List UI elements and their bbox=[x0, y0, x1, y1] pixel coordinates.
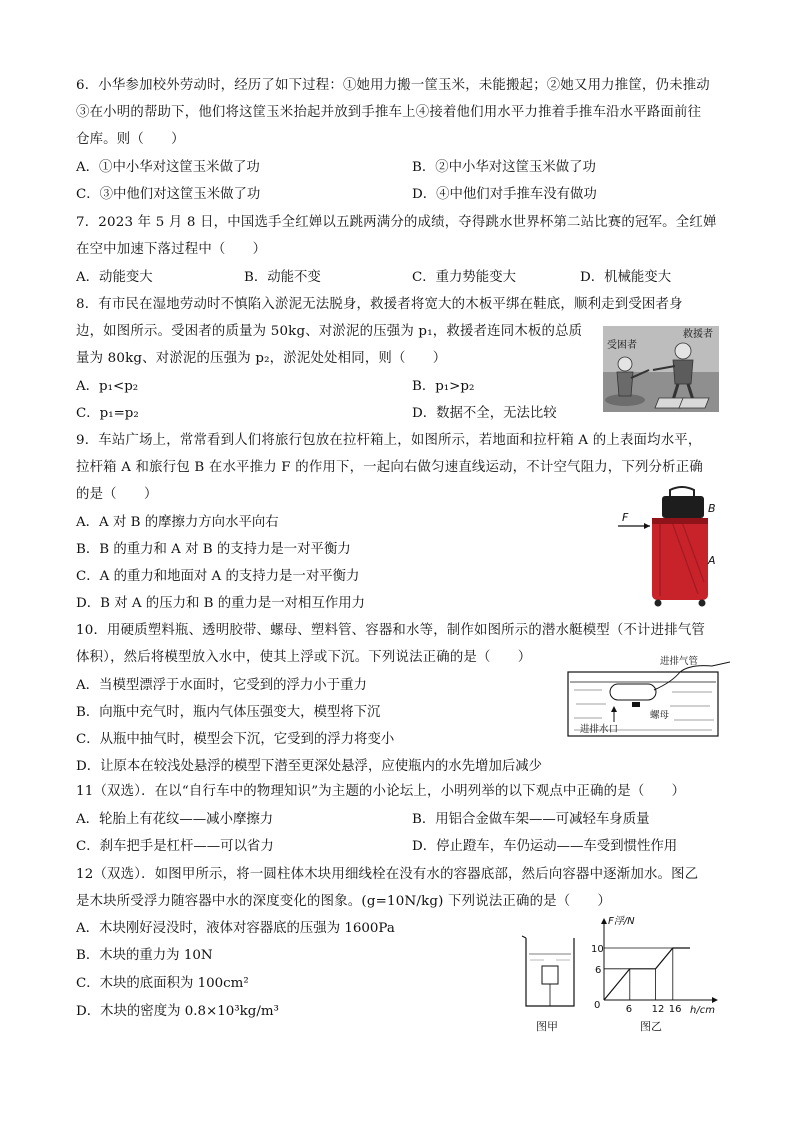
label-inlet: 进排水口 bbox=[580, 724, 619, 735]
q9-line-1: 9．车站广场上，常常看到人们将旅行包放在拉杆箱上，如图所示，若地面和拉杆箱 A 的上表面均水平， bbox=[76, 433, 702, 448]
graph-x-tick: 16 bbox=[668, 1004, 682, 1015]
buoyancy-line bbox=[604, 948, 690, 1000]
graph-y-tick: 6 bbox=[595, 964, 602, 976]
q11-option-d: D．停止蹬车，车仍运动——车受到惯性作用 bbox=[412, 839, 678, 854]
label-trapped: 受困者 bbox=[607, 340, 637, 351]
q7-option-c: C．重力势能变大 bbox=[412, 270, 516, 285]
q11-line-1: 11（双选）．在以“自行车中的物理知识”为主题的小论坛上，小明列举的以下观点中正确的是（ ） bbox=[76, 784, 686, 799]
q9-option-c: C．A 的重力和地面对 A 的支持力是一对平衡力 bbox=[76, 569, 360, 584]
q11-option-b: B．用铝合金做车架——可减轻车身质量 bbox=[412, 812, 650, 827]
q10-option-d: D．让原本在较浅处悬浮的模型下潜至更深处悬浮，应使瓶内的水先增加后减少 bbox=[76, 759, 543, 774]
q6-option-c: C．③中他们对这筐玉米做了功 bbox=[76, 187, 261, 202]
q7-option-a: A．动能变大 bbox=[76, 270, 153, 285]
caption-jia: 图甲 bbox=[536, 1020, 558, 1033]
buoyancy-graph bbox=[590, 914, 722, 1016]
q7-line-2: 在空中加速下落过程中（ ） bbox=[76, 242, 267, 257]
q10-option-b: B．向瓶中充气时，瓶内气体压强变大，模型将下沉 bbox=[76, 705, 381, 720]
q9-option-d: D．B 对 A 的压力和 B 的重力是一对相互作用力 bbox=[76, 596, 366, 611]
q9-option-a: A．A 对 B 的摩擦力方向水平向右 bbox=[76, 515, 279, 530]
q8-line-3: 量为 80kg、对淤泥的压强为 p₂，淤泥处处相同，则（ ） bbox=[76, 351, 447, 366]
q7-option-d: D．机械能变大 bbox=[580, 270, 672, 285]
graph-x-tick: 6 bbox=[625, 1004, 633, 1015]
q6-option-d: D．④中他们对手推车没有做功 bbox=[412, 187, 597, 202]
q8-option-d: D．数据不全，无法比较 bbox=[412, 406, 557, 421]
q6-option-a: A．①中小华对这筐玉米做了功 bbox=[76, 160, 260, 175]
q10-option-c: C．从瓶中抽气时，模型会下沉，它受到的浮力将变小 bbox=[76, 732, 395, 747]
case-label: A bbox=[708, 554, 716, 567]
q12-line-2: 是木块所受浮力随容器中水的深度变化的图象。(g=10N/kg) 下列说法正确的是（ ） bbox=[76, 894, 612, 909]
q7-option-b: B．动能不变 bbox=[244, 270, 321, 285]
q8-option-b: B．p₁>p₂ bbox=[412, 379, 475, 394]
q10-line-2: 体积），然后将模型放入水中，使其上浮或下沉。下列说法正确的是（ ） bbox=[76, 650, 532, 665]
q8-line-1: 8．有市民在湿地劳动时不慎陷入淤泥无法脱身，救援者将宽大的木板平绑在鞋底，顺利走到受困者身 bbox=[76, 297, 683, 312]
q12-line-1: 12（双选）．如图甲所示，将一圆柱体木块用细线栓在没有水的容器底部，然后向容器中逐渐加水。图乙 bbox=[76, 867, 699, 882]
graph-y-tick: 10 bbox=[591, 944, 604, 955]
q6-line-2: ③在小明的帮助下，他们将这筐玉米抬起并放到手推车上④接着他们用水平力推着手推车沿水平路面前往 bbox=[76, 105, 702, 120]
q10-option-a: A．当模型漂浮于水面时，它受到的浮力小于重力 bbox=[76, 678, 367, 693]
q12-option-c: C．木块的底面积为 100cm² bbox=[76, 976, 249, 991]
label-nut: 螺母 bbox=[650, 710, 670, 721]
q10-line-1: 10．用硬质塑料瓶、透明胶带、螺母、塑料管、容器和水等，制作如图所示的潜水艇模型（不计进排气管 bbox=[76, 623, 706, 638]
graph-ylabel: F浮/N bbox=[608, 916, 635, 927]
q8-option-a: A．p₁<p₂ bbox=[76, 379, 139, 394]
graph-xlabel: h/cm bbox=[690, 1005, 715, 1016]
graph-x-tick: 12 bbox=[651, 1004, 665, 1015]
q6-line-3: 仓库。则（ ） bbox=[76, 132, 185, 147]
q6-option-b: B．②中小华对这筐玉米做了功 bbox=[412, 160, 596, 175]
q12-option-d: D．木块的密度为 0.8×10³kg/m³ bbox=[76, 1004, 279, 1019]
rescue-figure bbox=[603, 326, 719, 412]
q9-option-b: B．B 的重力和 A 对 B 的支持力是一对平衡力 bbox=[76, 542, 351, 557]
q8-line-2: 边，如图所示。受困者的质量为 50kg、对淤泥的压强为 p₁，救援者连同木板的总质 bbox=[76, 324, 583, 339]
q11-option-a: A．轮胎上有花纹——减小摩擦力 bbox=[76, 812, 274, 827]
submarine-figure bbox=[562, 652, 730, 740]
q9-line-2: 拉杆箱 A 和旅行包 B 在水平推力 F 的作用下，一起向右做匀速直线运动，不计空气阻力，下列分析正确 bbox=[76, 460, 703, 475]
q12-option-b: B．木块的重力为 10N bbox=[76, 948, 213, 963]
container-figure bbox=[520, 934, 580, 1010]
bag-label: B bbox=[708, 502, 716, 515]
q9-line-3: 的是（ ） bbox=[76, 487, 158, 502]
q7-line-1: 7．2023 年 5 月 8 日，中国选手全红婵以五跳两满分的成绩，夺得跳水世界杯第二站比赛的冠军。全红婵 bbox=[76, 215, 717, 230]
suitcase-figure bbox=[612, 486, 722, 610]
caption-yi: 图乙 bbox=[640, 1020, 662, 1033]
q11-option-c: C．刹车把手是杠杆——可以省力 bbox=[76, 839, 274, 854]
force-label: F bbox=[622, 511, 629, 524]
q12-option-a: A．木块刚好浸没时，液体对容器底的压强为 1600Pa bbox=[76, 921, 395, 936]
q6-line-1: 6．小华参加校外劳动时，经历了如下过程：①她用力搬一筐玉米，未能搬起；②她又用力推筐，仍未推动 bbox=[76, 78, 710, 93]
label-rescuer: 救援者 bbox=[683, 329, 713, 340]
q8-option-c: C．p₁=p₂ bbox=[76, 406, 139, 421]
graph-origin: 0 bbox=[594, 1000, 601, 1011]
label-pipe: 进排气管 bbox=[660, 656, 699, 667]
